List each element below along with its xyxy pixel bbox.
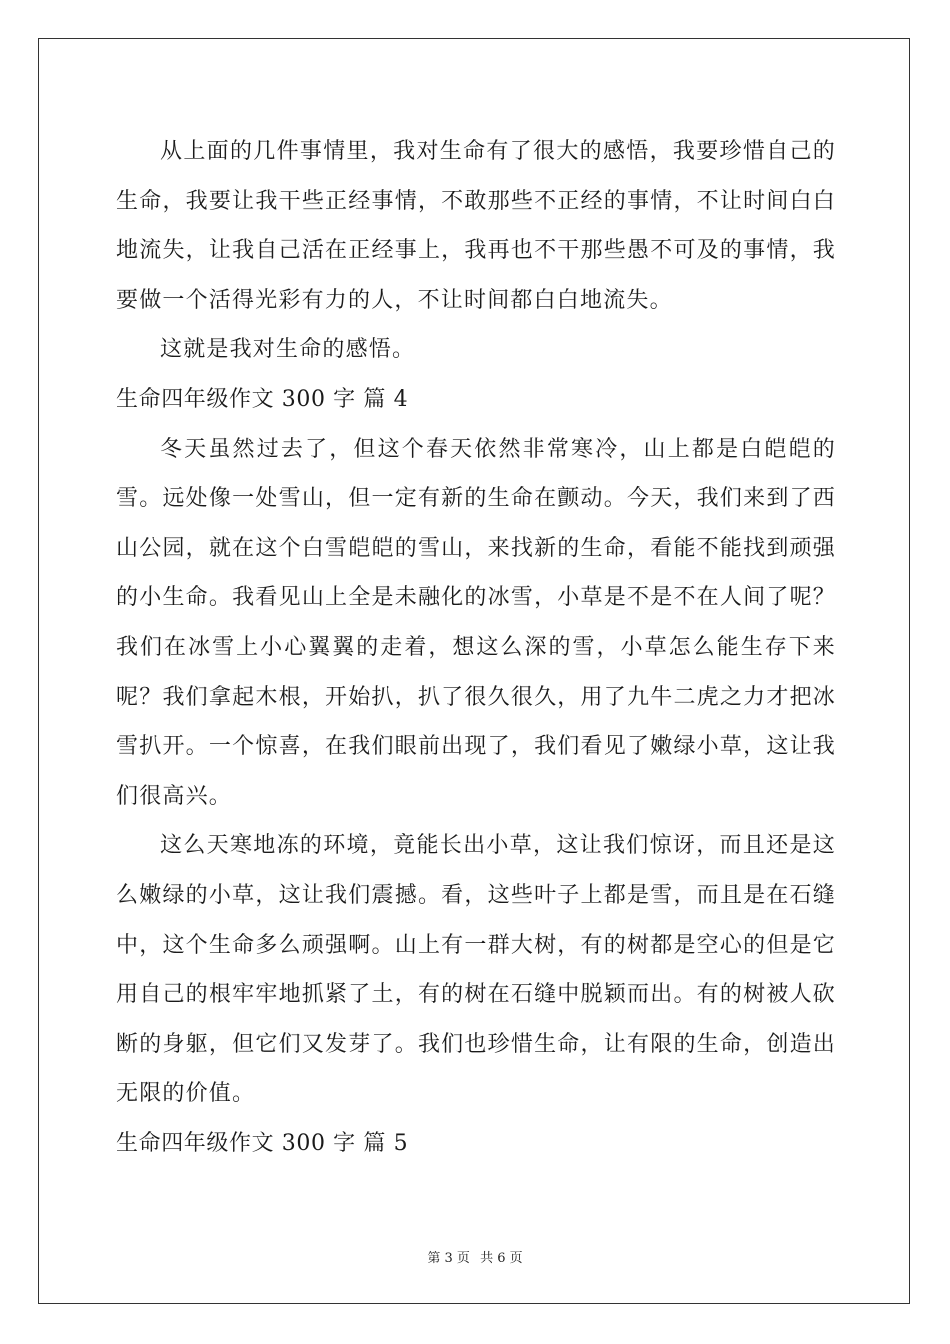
paragraph: 这就是我对生命的感悟。: [160, 337, 416, 363]
paragraph: 从上面的几件事情里，我对生命有了很大的感悟，我要珍惜自己的生命，我要让我干些正经事情，不敢那些不正经的事情，不让时间白白地流失，让我自己活在正经事上，我再也不干那些愚不可及的事情，我要做一个活得光彩有力的人，不让时间都白白地流失。: [116, 139, 836, 313]
page-footer: [0, 1247, 950, 1266]
page-total: 共 6 页: [480, 1251, 523, 1266]
document-body: [116, 127, 836, 1168]
page-number: 第 3 页: [427, 1251, 470, 1266]
paragraph: 这么天寒地冻的环境，竟能长出小草，这让我们惊讶，而且还是这么嫩绿的小草，这让我们震撼。看，这些叶子上都是雪，而且是在石缝中，这个生命多么顽强啊。山上有一群大树，有的树都是空心的但是它用自己的根牢牢地抓紧了土，有的树在石缝中脱颖而出。有的树被人砍断的身躯，但它们又发芽了。我们也珍惜生命，让有限的生命，创造出无限的价值。: [116, 833, 836, 1107]
section-heading: 生命四年级作文 300 字 篇 4: [116, 386, 409, 412]
paragraph: 冬天虽然过去了，但这个春天依然非常寒冷，山上都是白皑皑的雪。远处像一处雪山，但一定有新的生命在颤动。今天，我们来到了西山公园，就在这个白雪皑皑的雪山，来找新的生命，看能不能找到顽强的小生命。我看见山上全是未融化的冰雪，小草是不是不在人间了呢？我们在冰雪上小心翼翼的走着，想这么深的雪，小草怎么能生存下来呢？我们拿起木根，开始扒，扒了很久很久，用了九牛二虎之力才把冰雪扒开。一个惊喜，在我们眼前出现了，我们看见了嫩绿小草，这让我们很高兴。: [116, 436, 836, 809]
section-heading: 生命四年级作文 300 字 篇 5: [116, 1130, 409, 1156]
